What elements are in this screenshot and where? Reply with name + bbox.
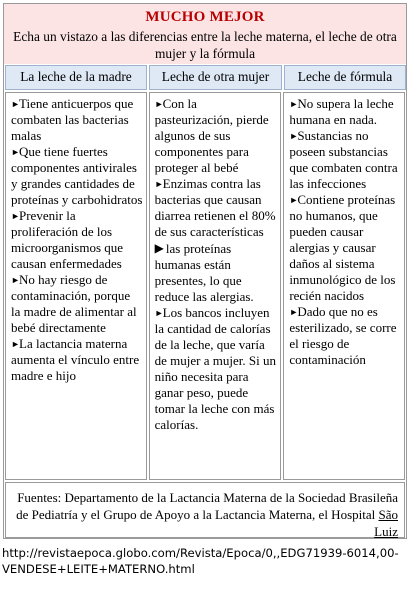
sources-footer	[5, 482, 405, 538]
triangle-right-icon: ►	[11, 275, 20, 285]
list-item: ►Que tiene fuertes componentes antivirales y grandes cantidades de proteínas y carbohidratos	[11, 144, 143, 207]
list-item: ►La lactancia materna aumenta el vínculo entre madre e hijo	[11, 336, 140, 383]
column-heading-formula: Leche de fórmula	[284, 65, 406, 90]
triangle-right-icon: ►	[11, 339, 20, 349]
page-subtitle: Echa un vistazo a las diferencias entre la leche materna, el leche de otra mujer y la fórmula	[13, 29, 397, 61]
triangle-right-icon: ►	[11, 147, 20, 157]
source-url: http://revistaepoca.globo.com/Revista/Epoca/0,,EDG71939-6014,00-VENDESE+LEITE+MATERNO.html	[2, 546, 399, 576]
header-panel	[4, 4, 406, 64]
list-item: ▶ las proteínas humanas están presentes, lo que reduce las alergias.	[154, 241, 254, 304]
triangle-right-icon: ►	[289, 99, 299, 109]
sources-text: Fuentes: Departamento de la Lactancia Materna de la Sociedad Brasileña de Pediatría y el Grupo de Apoyo a la Lactancia Materna, el Hospital	[16, 490, 398, 522]
list-item: ►Prevenir la proliferación de los microorganismos que causan enfermedades	[11, 208, 124, 271]
triangle-right-icon: ►	[154, 99, 164, 109]
column-formula	[283, 92, 405, 480]
list-item: ►Sustancias no poseen substancias que combaten contra las infecciones	[289, 128, 398, 191]
column-other-woman	[149, 92, 282, 480]
page-title: MUCHO MEJOR	[145, 9, 265, 25]
comparison-card	[3, 3, 407, 539]
list-item: ►No supera la leche humana en nada.	[289, 96, 394, 127]
triangle-right-icon: ►	[154, 308, 164, 318]
comparison-columns	[5, 92, 405, 480]
list-item: ►Enzimas contra las bacterias que causan diarrea retienen el 80% de sus características	[154, 176, 276, 239]
triangle-right-icon: ►	[289, 307, 299, 317]
list-item: ►No hay riesgo de contaminación, porque la madre de alimentar al bebé directamente	[11, 272, 137, 335]
list-item: ►Los bancos incluyen la cantidad de calorías de la leche, que varía de mujer a mujer. Si un niño necesita para ganar peso, puede tomar la leche con más calorías.	[154, 305, 276, 432]
column-heading-other-woman: Leche de otra mujer	[149, 65, 282, 90]
list-item: ►Contiene proteínas no humanos, que pueden causar alergias y causar daños al sistema inmunológico de los recién nacidos	[289, 192, 396, 303]
list-item: ►Con la pasteurización, pierde algunos de sus componentes para proteger al bebé	[154, 96, 269, 175]
column-headings	[4, 65, 406, 90]
triangle-right-icon: ►	[11, 99, 20, 109]
hospital-name: São Luiz	[374, 507, 398, 539]
triangle-right-icon: ►	[11, 211, 20, 221]
triangle-right-icon: ►	[154, 179, 164, 189]
list-item: ►Tiene anticuerpos que combaten las bacterias malas	[11, 96, 134, 143]
list-item: ►Dado que no es esterilizado, se corre el riesgo de contaminación	[289, 304, 397, 367]
triangle-right-icon: ▶	[154, 241, 164, 255]
triangle-right-icon: ►	[289, 131, 299, 141]
column-heading-mother: La leche de la madre	[5, 65, 147, 90]
column-mother	[5, 92, 147, 480]
triangle-right-icon: ►	[289, 195, 299, 205]
